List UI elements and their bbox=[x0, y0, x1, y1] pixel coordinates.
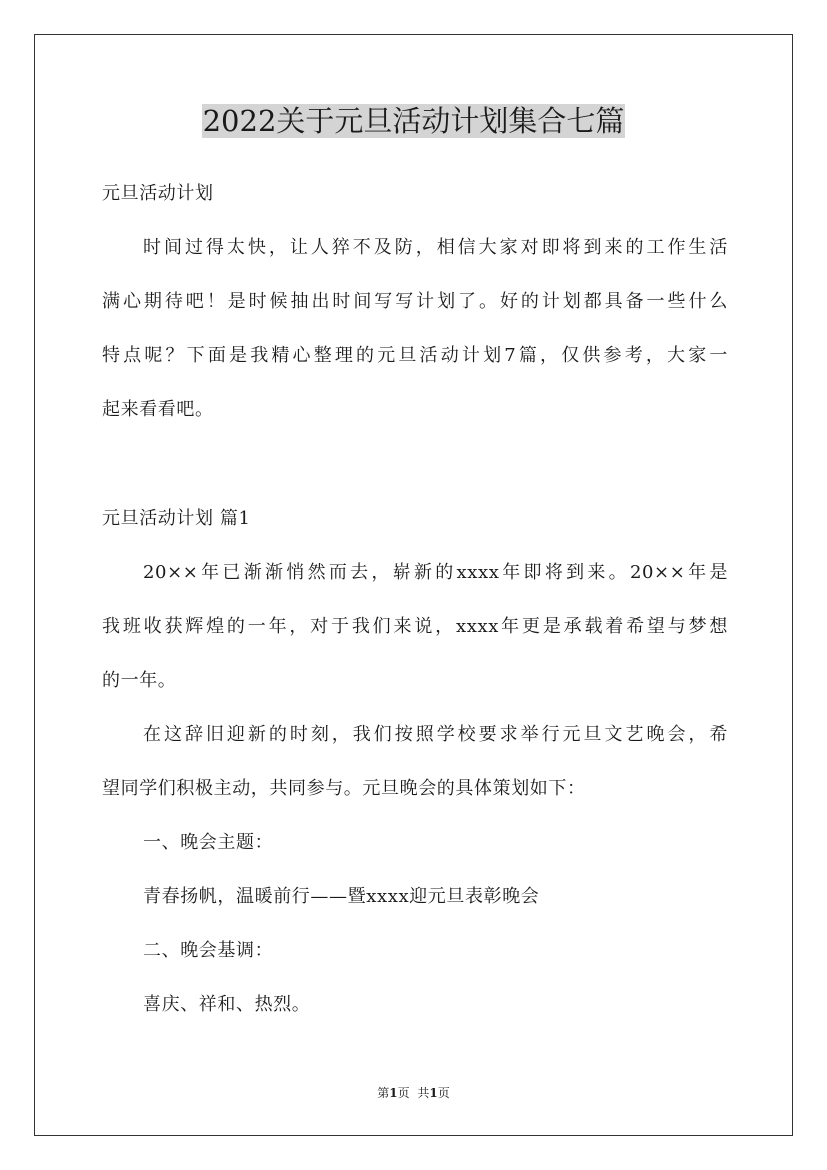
paragraph-line: 望同学们积极主动，共同参与。元旦晚会的具体策划如下： bbox=[102, 778, 586, 799]
paragraph-line: 我班收获辉煌的一年，对于我们来说，xxxx年更是承载着希望与梦想 bbox=[102, 616, 728, 637]
section-heading: 元旦活动计划 篇1 bbox=[102, 508, 251, 529]
section-heading: 元旦活动计划 bbox=[102, 183, 214, 204]
paragraph-line: 在这辞旧迎新的时刻，我们按照学校要求举行元旦文艺晚会，希 bbox=[143, 724, 728, 745]
footer-total-prefix: 共 bbox=[417, 1086, 430, 1100]
footer-total-number: 1 bbox=[429, 1086, 438, 1100]
footer-page-suffix: 页 bbox=[397, 1086, 410, 1100]
paragraph-line: 的一年。 bbox=[102, 670, 177, 691]
page-footer bbox=[0, 1085, 827, 1101]
paragraph-line: 起来看看吧。 bbox=[102, 399, 214, 420]
footer-total-suffix: 页 bbox=[437, 1086, 450, 1100]
paragraph-line: 时间过得太快，让人猝不及防，相信大家对即将到来的工作生活 bbox=[143, 237, 728, 258]
list-heading: 二、晚会基调： bbox=[143, 940, 274, 961]
paragraph-line: 满心期待吧！是时候抽出时间写写计划了。好的计划都具备一些什么 bbox=[102, 291, 728, 312]
document-title bbox=[0, 100, 827, 142]
paragraph-line: 特点呢？下面是我精心整理的元旦活动计划7篇，仅供参考，大家一 bbox=[102, 345, 728, 366]
list-heading: 一、晚会主题： bbox=[143, 832, 274, 853]
paragraph-line: 20××年已渐渐悄然而去，崭新的xxxx年即将到来。20××年是 bbox=[143, 562, 728, 583]
footer-page-number: 1 bbox=[389, 1086, 398, 1100]
footer-page-prefix: 第 bbox=[377, 1086, 390, 1100]
paragraph-line: 喜庆、祥和、热烈。 bbox=[143, 994, 311, 1015]
document-title-text: 2022关于元旦活动计划集合七篇 bbox=[202, 104, 625, 138]
paragraph-line: 青春扬帆，温暖前行——暨xxxx迎元旦表彰晚会 bbox=[143, 886, 540, 907]
